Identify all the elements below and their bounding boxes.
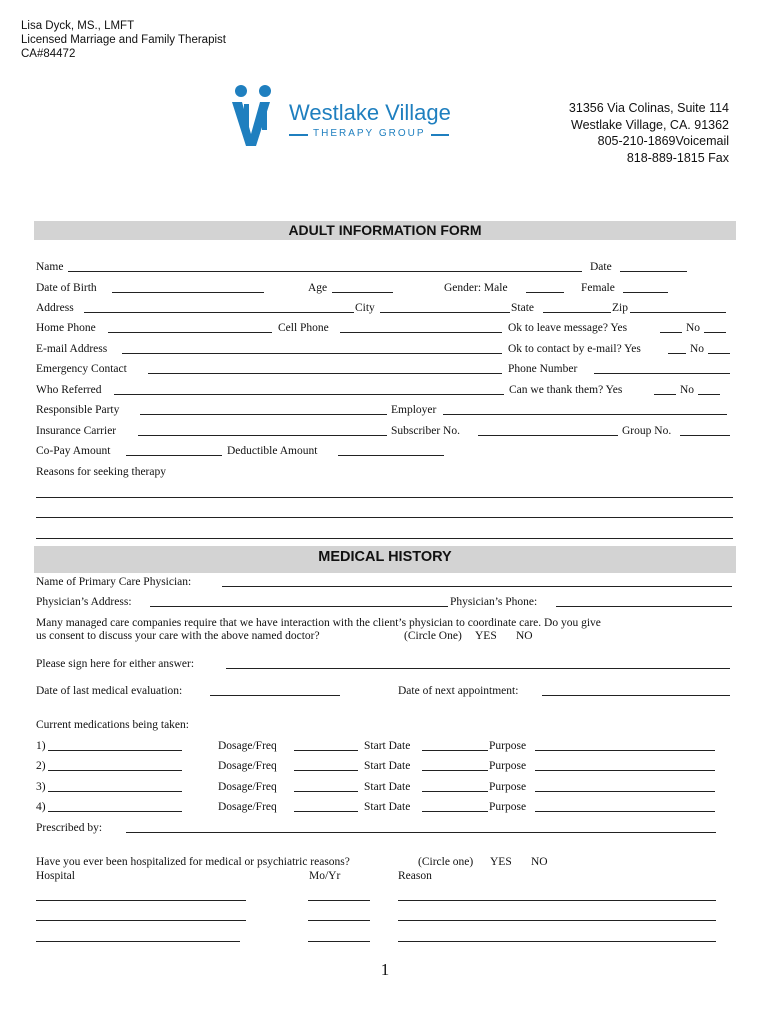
who-referred-field[interactable] <box>114 394 504 395</box>
responsible-field[interactable] <box>140 414 387 415</box>
employer-label: Employer <box>391 404 437 416</box>
copay-field[interactable] <box>126 455 222 456</box>
moyr-label: Mo/Yr <box>309 870 341 882</box>
logo-subtitle: THERAPY GROUP <box>313 128 426 139</box>
moyr-field-3[interactable] <box>308 941 370 942</box>
purpose-label: Purpose <box>489 781 527 793</box>
address-label: Address <box>36 302 74 314</box>
consent-line-1: Many managed care companies require that we have interaction with the client’s physician to coordinate care. Do you give <box>36 617 601 629</box>
fax-number: 818-889-1815 Fax <box>626 150 729 165</box>
consent-line-2: us consent to discuss your care with the above named doctor? <box>36 630 320 642</box>
date-field[interactable] <box>620 271 687 272</box>
city-field[interactable] <box>380 312 510 313</box>
thank-yes-field[interactable] <box>654 394 676 395</box>
med-row-number: 3) <box>36 781 46 793</box>
therapist-title: Licensed Marriage and Family Therapist <box>21 34 226 46</box>
emergency-label: Emergency Contact <box>36 363 127 375</box>
ok-email-yes-field[interactable] <box>668 353 686 354</box>
female-field[interactable] <box>623 292 668 293</box>
purpose-label: Purpose <box>489 760 527 772</box>
med-row-number: 4) <box>36 801 46 813</box>
dosage-label: Dosage/Freq <box>218 781 277 793</box>
address-line2: Westlake Village, CA. 91362 <box>571 117 729 132</box>
female-label: Female <box>581 282 615 294</box>
zip-field[interactable] <box>630 312 726 313</box>
name-label: Name <box>36 261 64 273</box>
last-eval-field[interactable] <box>210 695 340 696</box>
ok-message-no-label: No <box>686 322 701 334</box>
date-label: Date <box>590 261 612 273</box>
state-label: State <box>511 302 534 314</box>
next-appt-label: Date of next appointment: <box>398 685 519 697</box>
med-row-number: 1) <box>36 740 46 752</box>
hospital-field-3[interactable] <box>36 941 240 942</box>
email-label: E-mail Address <box>36 343 108 355</box>
ok-message-label: Ok to leave message? Yes <box>508 322 628 334</box>
med-name-field[interactable] <box>48 791 182 792</box>
prescribed-field[interactable] <box>126 832 716 833</box>
ok-message-no-field[interactable] <box>704 332 726 333</box>
phys-address-label: Physician’s Address: <box>36 596 132 608</box>
subscriber-label: Subscriber No. <box>391 425 460 437</box>
carrier-field[interactable] <box>138 435 387 436</box>
med-name-field[interactable] <box>48 811 182 812</box>
phys-address-field[interactable] <box>150 606 448 607</box>
consent-circle-label: (Circle One) <box>404 630 462 642</box>
med-name-field[interactable] <box>48 750 182 751</box>
hosp-no[interactable]: NO <box>531 856 548 868</box>
hospital-field-1[interactable] <box>36 900 246 901</box>
start-date-field[interactable] <box>422 770 488 771</box>
deductible-label: Deductible Amount <box>227 445 318 457</box>
ok-email-no-field[interactable] <box>708 353 730 354</box>
reason-label: Reason <box>398 870 432 882</box>
dosage-field[interactable] <box>294 770 358 771</box>
adult-section-band <box>34 221 736 240</box>
hospital-label: Hospital <box>36 870 75 882</box>
logo-name: Westlake Village <box>289 100 451 125</box>
cell-phone-field[interactable] <box>340 332 502 333</box>
hosp-yes[interactable]: YES <box>490 856 512 868</box>
page-number: 1 <box>380 960 390 979</box>
reasons-label: Reasons for seeking therapy <box>36 466 166 478</box>
prescribed-label: Prescribed by: <box>36 822 103 834</box>
medical-section-title: MEDICAL HISTORY <box>318 549 452 565</box>
reason-field-3[interactable] <box>398 941 716 942</box>
phys-phone-label: Physician’s Phone: <box>450 596 538 608</box>
adult-section-title: ADULT INFORMATION FORM <box>288 222 482 238</box>
name-field[interactable] <box>68 271 582 272</box>
next-appt-field[interactable] <box>542 695 730 696</box>
dob-field[interactable] <box>112 292 264 293</box>
ok-email-no-label: No <box>690 343 705 355</box>
last-eval-label: Date of last medical evaluation: <box>36 685 183 697</box>
sign-label: Please sign here for either answer: <box>36 658 195 670</box>
logo <box>229 82 459 152</box>
ok-email-label: Ok to contact by e-mail? Yes <box>508 343 641 355</box>
license-number: CA#84472 <box>21 48 76 60</box>
cell-phone-label: Cell Phone <box>278 322 329 334</box>
therapist-name: Lisa Dyck, MS., LMFT <box>21 20 135 32</box>
dob-label: Date of Birth <box>36 282 97 294</box>
copay-label: Co-Pay Amount <box>36 445 111 457</box>
med-row-number: 2) <box>36 760 46 772</box>
start-date-label: Start Date <box>364 801 411 813</box>
reasons-line-1[interactable] <box>36 497 733 498</box>
address-field[interactable] <box>84 312 354 313</box>
purpose-label: Purpose <box>489 801 527 813</box>
city-label: City <box>355 302 375 314</box>
meds-heading: Current medications being taken: <box>36 719 189 731</box>
med-name-field[interactable] <box>48 770 182 771</box>
reasons-line-2[interactable] <box>36 517 733 518</box>
thank-label: Can we thank them? Yes <box>509 384 623 396</box>
ok-message-yes-field[interactable] <box>660 332 682 333</box>
medical-section-band <box>34 546 736 573</box>
subscriber-field[interactable] <box>478 435 618 436</box>
group-label: Group No. <box>622 425 672 437</box>
dosage-label: Dosage/Freq <box>218 740 277 752</box>
dosage-label: Dosage/Freq <box>218 760 277 772</box>
moyr-field-1[interactable] <box>308 900 370 901</box>
dosage-field[interactable] <box>294 750 358 751</box>
gender-male-label: Gender: Male <box>444 282 508 294</box>
group-field[interactable] <box>680 435 730 436</box>
address-line1: 31356 Via Colinas, Suite 114 <box>568 101 729 115</box>
who-referred-label: Who Referred <box>36 384 102 396</box>
emergency-field[interactable] <box>148 373 502 374</box>
start-date-field[interactable] <box>422 791 488 792</box>
phone-number-field[interactable] <box>594 373 730 374</box>
signature-field[interactable] <box>226 668 730 669</box>
home-phone-field[interactable] <box>108 332 272 333</box>
hospital-field-2[interactable] <box>36 920 246 921</box>
phys-phone-field[interactable] <box>556 606 732 607</box>
zip-label: Zip <box>612 302 628 314</box>
reason-field-1[interactable] <box>398 900 716 901</box>
dosage-label: Dosage/Freq <box>218 801 277 813</box>
purpose-field[interactable] <box>535 770 715 771</box>
start-date-field[interactable] <box>422 750 488 751</box>
responsible-label: Responsible Party <box>36 404 120 416</box>
age-field[interactable] <box>332 292 393 293</box>
purpose-label: Purpose <box>489 740 527 752</box>
state-field[interactable] <box>543 312 611 313</box>
deductible-field[interactable] <box>338 455 444 456</box>
male-field[interactable] <box>526 292 564 293</box>
start-date-label: Start Date <box>364 740 411 752</box>
purpose-field[interactable] <box>535 750 715 751</box>
thank-no-label: No <box>680 384 695 396</box>
dosage-field[interactable] <box>294 811 358 812</box>
home-phone-label: Home Phone <box>36 322 96 334</box>
pcp-label: Name of Primary Care Physician: <box>36 576 192 588</box>
start-date-label: Start Date <box>364 781 411 793</box>
purpose-field[interactable] <box>535 811 715 812</box>
logo-icon <box>229 82 289 148</box>
purpose-field[interactable] <box>535 791 715 792</box>
consent-yes[interactable]: YES <box>475 630 497 642</box>
pcp-field[interactable] <box>222 586 732 587</box>
hosp-circle-label: (Circle one) <box>418 856 474 868</box>
age-label: Age <box>308 282 328 294</box>
start-date-field[interactable] <box>422 811 488 812</box>
employer-field[interactable] <box>443 414 727 415</box>
carrier-label: Insurance Carrier <box>36 425 117 437</box>
address-block <box>569 100 729 166</box>
reason-field-2[interactable] <box>398 920 716 921</box>
reasons-line-3[interactable] <box>36 538 733 539</box>
hosp-question: Have you ever been hospitalized for medical or psychiatric reasons? <box>36 856 350 868</box>
phone-voicemail: 805-210-1869Voicemail <box>597 134 729 148</box>
consent-no[interactable]: NO <box>516 630 533 642</box>
thank-no-field[interactable] <box>698 394 720 395</box>
start-date-label: Start Date <box>364 760 411 772</box>
phone-number-label: Phone Number <box>508 363 578 375</box>
moyr-field-2[interactable] <box>308 920 370 921</box>
email-field[interactable] <box>122 353 502 354</box>
dosage-field[interactable] <box>294 791 358 792</box>
